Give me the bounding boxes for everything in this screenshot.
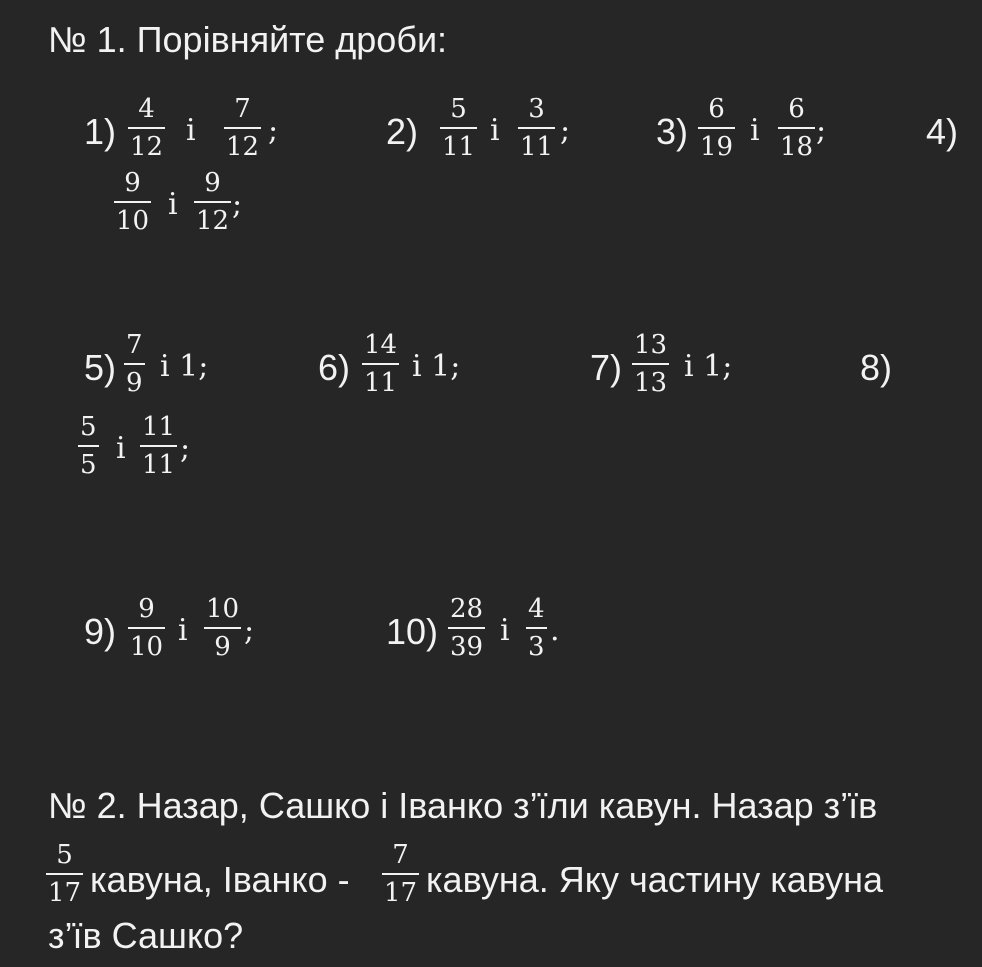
task2-frac2-numerator: 7 [392, 840, 409, 870]
item-10-a-denominator: 39 [450, 632, 484, 662]
item-5-label: 5) [84, 347, 117, 388]
item-2-label: 2) [386, 111, 419, 152]
item-1-connector: і [186, 113, 196, 148]
item-8-fraction-b [140, 414, 177, 478]
item-10-a-numerator: 28 [450, 594, 484, 624]
fraction-bar [46, 873, 83, 875]
item-9-connector: і [178, 613, 188, 648]
task2-frac1-numerator: 5 [56, 840, 73, 870]
item-1-fraction-a [128, 96, 165, 160]
fraction-bar [124, 363, 145, 365]
fraction-bar [78, 445, 99, 447]
item-3-fraction-b [778, 96, 815, 160]
item-1-b-denominator: 12 [226, 132, 260, 162]
fraction-bar [128, 627, 165, 629]
item-10-label: 10) [386, 611, 439, 652]
item-2-fraction-a [440, 96, 477, 160]
item-7-label: 7) [590, 347, 623, 388]
item-10-end: . [550, 613, 560, 648]
item-10-b-numerator: 4 [528, 594, 545, 624]
item-1-end: ; [268, 113, 279, 148]
item-6-fraction-a [362, 332, 399, 396]
fraction-bar [440, 127, 477, 129]
item-8-b-numerator: 11 [142, 412, 176, 442]
item-10-b-denominator: 3 [528, 632, 545, 662]
item-8-a-numerator: 5 [80, 412, 97, 442]
item-8-label: 8) [860, 347, 893, 388]
item-3-b-numerator: 6 [788, 94, 805, 124]
fraction-bar [518, 127, 555, 129]
item-3-fraction-a [698, 96, 735, 160]
fraction-bar [114, 201, 151, 203]
task1-heading: № 1. Порівняйте дроби: [48, 19, 448, 60]
fraction-bar [204, 627, 241, 629]
item-8-b-denominator: 11 [142, 450, 176, 480]
fraction-bar [382, 873, 419, 875]
item-5-rest: і 1; [160, 349, 209, 384]
item-4-b-denominator: 12 [196, 206, 230, 236]
item-2-end: ; [560, 113, 571, 148]
task2-fraction-nazar [46, 842, 83, 906]
fraction-bar [224, 127, 261, 129]
fraction-bar [632, 363, 669, 365]
fraction-bar [362, 363, 399, 365]
item-2-fraction-b [518, 96, 555, 160]
item-2-b-denominator: 11 [520, 132, 554, 162]
item-6-a-denominator: 11 [364, 368, 398, 398]
item-4-b-numerator: 9 [204, 168, 221, 198]
task2-text-a: кавуна, Іванко - [90, 859, 350, 900]
item-7-a-denominator: 13 [634, 368, 668, 398]
fraction-bar [778, 127, 815, 129]
item-3-b-denominator: 18 [780, 132, 814, 162]
item-5-fraction-a [124, 332, 145, 396]
fraction-bar [448, 627, 485, 629]
item-5-a-numerator: 7 [126, 330, 143, 360]
item-3-a-numerator: 6 [708, 94, 725, 124]
task2-frac2-denominator: 17 [384, 878, 418, 908]
item-2-connector: і [490, 113, 500, 148]
item-1-a-numerator: 4 [138, 94, 155, 124]
item-10-fraction-a [448, 596, 485, 660]
item-8-connector: і [116, 431, 126, 466]
item-2-b-numerator: 3 [528, 94, 545, 124]
item-3-end: ; [816, 113, 827, 148]
item-1-fraction-b [224, 96, 261, 160]
item-2-a-denominator: 11 [442, 132, 476, 162]
item-1-label: 1) [84, 111, 117, 152]
task2-frac1-denominator: 17 [48, 878, 82, 908]
item-8-a-denominator: 5 [80, 450, 97, 480]
item-7-rest: і 1; [684, 349, 733, 384]
item-1-a-denominator: 12 [130, 132, 164, 162]
item-4-connector: і [168, 187, 178, 222]
item-4-label: 4) [926, 111, 959, 152]
fraction-bar [526, 627, 547, 629]
task2-fraction-ivanko [382, 842, 419, 906]
task2-line1: № 2. Назар, Сашко і Іванко з’їли кавун. Назар з’їв [48, 785, 878, 826]
item-3-connector: і [750, 113, 760, 148]
item-5-a-denominator: 9 [126, 368, 143, 398]
item-9-fraction-b [204, 596, 241, 660]
item-3-label: 3) [656, 111, 689, 152]
item-6-rest: і 1; [412, 349, 461, 384]
item-6-a-numerator: 14 [364, 330, 398, 360]
item-10-fraction-b [526, 596, 547, 660]
fraction-bar [194, 201, 231, 203]
item-4-fraction-a [114, 170, 151, 234]
task2-text-b: кавуна. Яку частину кавуна [426, 859, 884, 900]
fraction-bar [128, 127, 165, 129]
item-2-a-numerator: 5 [450, 94, 467, 124]
item-4-fraction-b [194, 170, 231, 234]
item-9-a-numerator: 9 [138, 594, 155, 624]
fraction-bar [140, 445, 177, 447]
item-9-end: ; [244, 613, 255, 648]
item-8-end: ; [180, 431, 191, 466]
item-9-fraction-a [128, 596, 165, 660]
item-6-label: 6) [318, 347, 351, 388]
item-9-b-denominator: 9 [214, 632, 231, 662]
item-9-a-denominator: 10 [130, 632, 164, 662]
item-10-connector: і [500, 613, 510, 648]
item-7-a-numerator: 13 [634, 330, 668, 360]
item-4-a-numerator: 9 [124, 168, 141, 198]
item-9-label: 9) [84, 611, 117, 652]
item-1-b-numerator: 7 [234, 94, 251, 124]
task2-line3: з’їв Сашко? [48, 915, 244, 956]
item-7-fraction-a [632, 332, 669, 396]
item-4-a-denominator: 10 [116, 206, 150, 236]
fraction-bar [698, 127, 735, 129]
item-3-a-denominator: 19 [700, 132, 734, 162]
item-9-b-numerator: 10 [206, 594, 240, 624]
item-8-fraction-a [78, 414, 99, 478]
item-4-end: ; [232, 187, 243, 222]
